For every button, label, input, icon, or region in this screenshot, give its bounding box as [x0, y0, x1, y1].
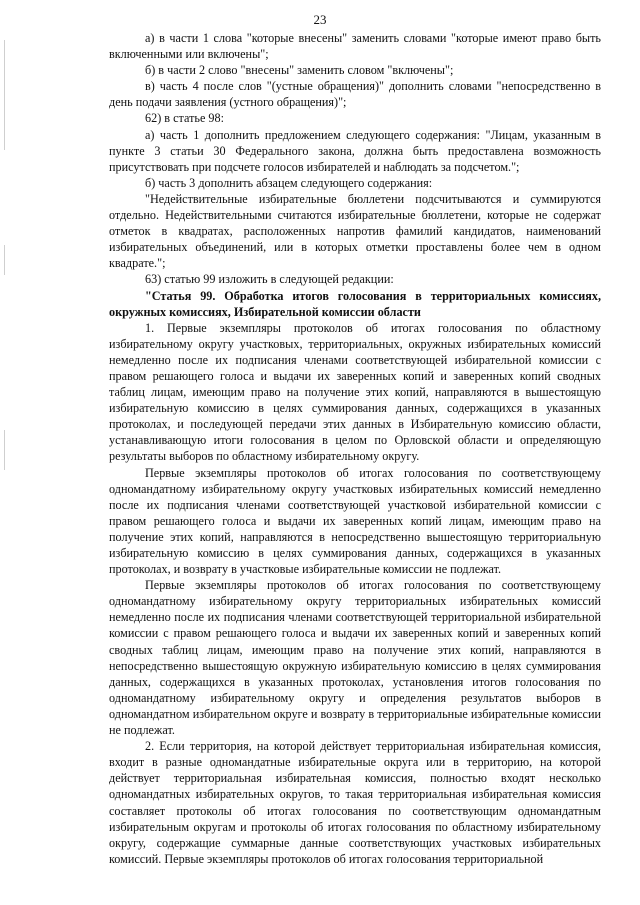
margin-line [4, 430, 5, 470]
paragraph: а) часть 1 дополнить предложением следующего содержания: "Лицам, указанным в пункте 3 статьи 30 Федерального закона, должна быть предоставлена возможность присутствовать при подсчете голосов избирателей и наблюдать за подсчетом."; [109, 127, 601, 174]
paragraph: в) часть 4 после слов "(устные обращения)" дополнить словами "непосредственно в день подачи заявления (устного обращения)"; [109, 79, 601, 110]
paragraph: б) в части 2 слово "внесены" заменить словом "включены"; [145, 63, 454, 78]
page-number: 23 [313, 12, 327, 27]
paragraph: 2. Если территория, на которой действует территориальная избирательная комиссия, входит в разные одномандатные избирательные округа или в территорию, на которой действует территориальная избирательная комиссия, полностью входят несколько одномандатных избирательных округов, то такая территориальная избирательная комиссия составляет протоколы об итогах голосования по соответствующим одномандатным избирательным округам и протоколы об итогах голосования по областному избирательному округу, содержащие суммарные данные соответствующих участковых избирательных комиссий. Первые экземпляры протоколов об итогах голосования территориальной [109, 739, 601, 866]
paragraph: 1. Первые экземпляры протоколов об итогах голосования по областному избирательному округу участковых, территориальных, окружных избирательных комиссий немедленно после их подписания членами соответствующей избирательной комиссии с правом решающего голоса и выдачи их заверенных копий и заверенных копий сводных таблиц лицам, имеющим право на получение этих копий, направляются в вышестоящую избирательную комиссию в целях суммирования данных, содержащихся в указанных протоколах, и последующей передачи этих данных в Избирательную комиссию области, устанавливающую итоги голосования в целом по Орловской области и определяющую результаты выборов по областному избирательному округу. [109, 320, 601, 464]
article-heading: "Статья 99. Обработка итогов голосования в территориальных комиссиях, окружных комиссиях, Избирательной комиссии области [109, 288, 601, 319]
paragraph: а) в части 1 слова "которые внесены" заменить словами "которые имеют право быть включенными или включены"; [109, 31, 601, 62]
paragraph: 63) статью 99 изложить в следующей редакции: [145, 272, 394, 287]
paragraph: б) часть 3 дополнить абзацем следующего содержания: [145, 175, 433, 190]
paragraph: Первые экземпляры протоколов об итогах голосования по соответствующему одномандатному избирательному округу территориальных избирательных комиссий немедленно после их подписания членами соответствующей территориальной избирательной комиссии с правом решающего голоса и выдачи их заверенных копий и заверенных копий сводных таблиц лицам, имеющим право на получение этих копий, направляются в непосредственно вышестоящую окружную избирательную комиссию в целях суммирования данных, содержащихся в указанных протоколах, установления итогов голосования по одномандатному избирательному округу и определения результатов выборов в одномандатном избирательном округе и возврату в территориальные избирательные комиссии не подлежат. [109, 578, 601, 738]
document-body [109, 30, 601, 867]
paragraph: 62) в статье 98: [145, 111, 224, 126]
margin-line [4, 245, 5, 275]
margin-line [4, 40, 5, 150]
paragraph: "Недействительные избирательные бюллетени подсчитываются и суммируются отдельно. Недействительными считаются избирательные бюллетени, которые не содержат отметок в квадратах, расположенных напротив фамилий кандидатов, наименований избирательных объединений, или в которых отметки проставлены более чем в одном квадрате."; [109, 191, 601, 271]
paragraph: Первые экземпляры протоколов об итогах голосования по соответствующему одномандатному избирательному округу участковых избирательных комиссий немедленно после их подписания членами соответствующей участковой избирательной комиссии с правом решающего голоса и выдачи их заверенных копий лицам, имеющим право на получение этих копий, направляются в непосредственно вышестоящую территориальную избирательную комиссию в целях суммирования данных, содержащихся в указанных протоколах, и возврату в участковые избирательные комиссии не подлежат. [109, 465, 601, 577]
